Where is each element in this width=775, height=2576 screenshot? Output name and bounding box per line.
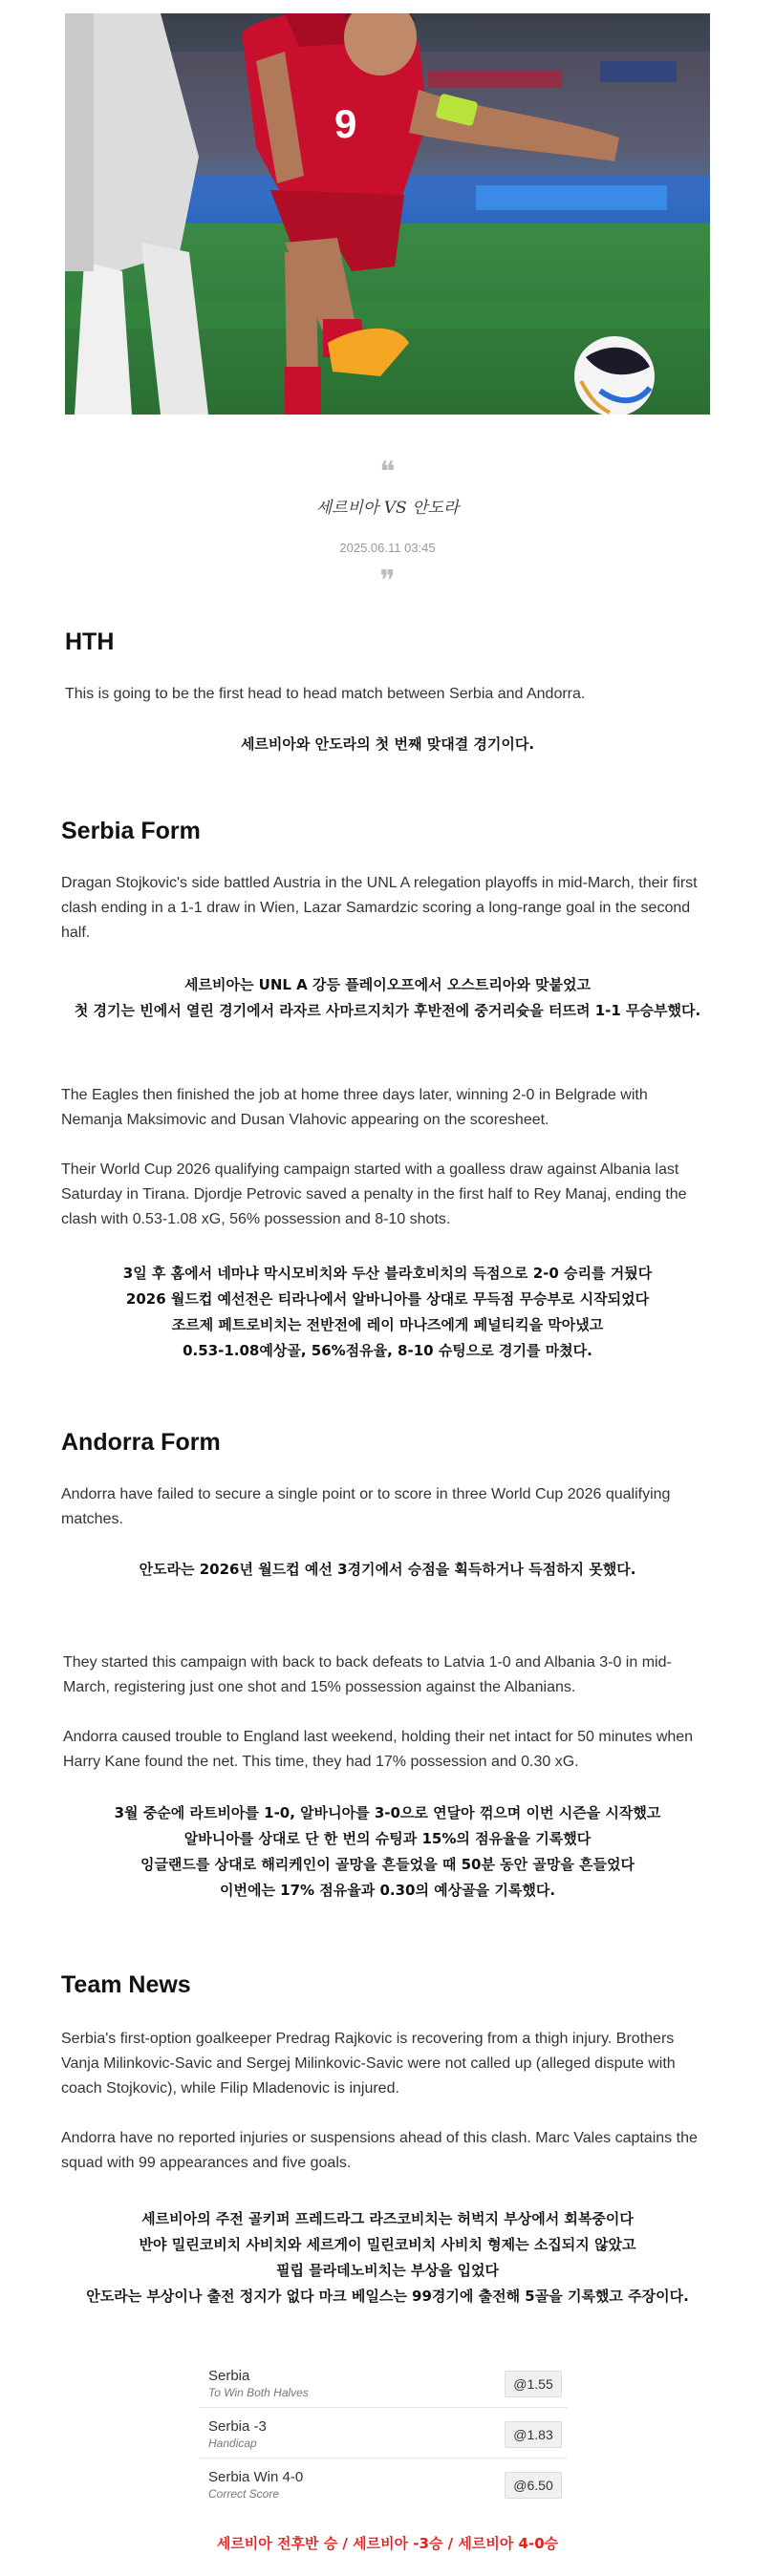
andorra-form-paragraph-1: Andorra have failed to secure a single point or to score in three World Cup 2026 qualifying matches. [61,1486,671,1527]
pick-summary: 세르비아 전후반 승 / 세르비아 -3승 / 세르비아 4-0승 [216,2535,559,2552]
hth-text: This is going to be the first head to head match between Serbia and Andorra. [65,686,586,702]
andorra-form-paragraph-2: They started this campaign with back to back defeats to Latvia 1-0 and Albania 3-0 in mid-March, registering just one shot and 15% possession against the Albanians. [63,1654,672,1695]
post-date: 2025.06.11 03:45 [339,541,436,555]
bet-name: Serbia [208,2368,250,2384]
korean-line: 조르제 페트로비치는 전반전에 레이 마나즈에게 페널티킥을 막아냈고 [171,1316,604,1333]
quote-open-icon: ❝ [379,456,396,489]
korean-line: 이번에는 17% 점유율과 0.30의 예상골을 기록했다. [219,1882,556,1899]
korean-line: 안도라는 2026년 월드컵 예선 3경기에서 승점을 획득하거나 득점하지 못했다. [139,1561,636,1578]
korean-line: 알바니아를 상대로 단 한 번의 슈팅과 15%의 점유율을 기록했다 [183,1830,592,1847]
korean-line: 잉글랜드를 상대로 해리케인이 골망을 흔들었을 때 50분 동안 골망을 흔들었다 [140,1856,635,1873]
serbia-form-paragraph-3: Their World Cup 2026 qualifying campaign started with a goalless draw against Albania last Saturday in Tirana. Djordje Petrovic saved a penalty in the first half to Rey Manaj, ending the clash with 0.53-1.08 xG, 56% possession and 8-10 shots. [61,1161,687,1227]
football-player-photo [65,13,710,415]
bet-type: Correct Score [208,2487,280,2501]
bet-row [199,2408,568,2459]
serbia-form-korean-1 [0,972,775,1024]
team-news-paragraph-2: Andorra have no reported injuries or suspensions ahead of this clash. Marc Vales captains the squad with 99 appearances and five goals. [61,2130,698,2171]
korean-line: 3일 후 홈에서 네마냐 막시모비치와 두산 블라호비치의 득점으로 2-0 승리를 거뒀다 [122,1265,653,1282]
betting-tips [199,2357,568,2508]
hero-image [65,13,710,415]
bet-name: Serbia -3 [208,2418,267,2435]
korean-line: 3월 중순에 라트비아를 1-0, 알바니아를 3-0으로 연달아 꺾으며 이번 시즌을 시작했고 [114,1804,661,1821]
team-news-korean [0,2206,775,2310]
serbia-form-paragraph-1: Dragan Stojkovic's side battled Austria in the UNL A relegation playoffs in mid-March, their first clash ending in a 1-1 draw in Wien, Lazar Samardzic scoring a long-range goal in the second half. [61,875,698,941]
quote-close-icon: ❞ [379,564,396,598]
page-title: 세르비아 VS 안도라 [315,499,460,518]
andorra-form-heading: Andorra Form [61,1429,221,1456]
team-news-heading: Team News [61,1971,191,1998]
bet-odds-button[interactable]: @1.83 [505,2421,562,2448]
korean-line: 필립 믈라데노비치는 부상을 입었다 [275,2262,500,2279]
jersey-number: 9 [334,101,357,146]
korean-line: 세르비아와 안도라의 첫 번째 맞대결 경기이다. [240,735,535,753]
serbia-form-heading: Serbia Form [61,818,201,844]
korean-line: 첫 경기는 빈에서 열린 경기에서 라자르 사마르지치가 후반전에 중거리슛을 터뜨려 1-1 무승부했다. [74,1002,701,1019]
korean-line: 2026 월드컵 예선전은 티라나에서 알바니아를 상대로 무득점 무승부로 시작되었다 [125,1290,650,1308]
korean-line: 안도라는 부상이나 출전 정지가 없다 마크 베일스는 99경기에 출전해 5골을 기록했고 주장이다. [86,2288,689,2305]
andorra-form-korean-2 [0,1800,775,1904]
serbia-form-paragraph-2: The Eagles then finished the job at home three days later, winning 2-0 in Belgrade with Nemanja Maksimovic and Dusan Vlahovic appearing on the scoresheet. [61,1087,648,1128]
bet-row [199,2459,568,2508]
bet-odds-button[interactable]: @1.55 [505,2371,562,2397]
hth-heading: HTH [65,628,115,655]
bet-row [199,2357,568,2408]
korean-line: 세르비아의 주전 골키퍼 프레드라그 라즈코비치는 허벅지 부상에서 회복중이다 [141,2210,634,2227]
serbia-form-korean-2 [0,1261,775,1364]
andorra-form-paragraph-3: Andorra caused trouble to England last weekend, holding their net intact for 50 minutes when Harry Kane found the net. This time, they had 17% possession and 0.30 xG. [63,1729,694,1770]
bet-odds-button[interactable]: @6.50 [505,2472,562,2499]
korean-line: 0.53-1.08예상골, 56%점유율, 8-10 슈팅으로 경기를 마쳤다. [183,1342,592,1359]
hth-korean [0,732,775,757]
bet-name: Serbia Win 4-0 [208,2469,304,2485]
korean-line: 반야 밀린코비치 사비치와 세르게이 밀린코비치 사비치 형제는 소집되지 않았고 [139,2236,636,2253]
andorra-form-korean-1 [0,1557,775,1583]
bet-type: Handicap [208,2437,257,2450]
korean-line: 세르비아는 UNL A 강등 플레이오프에서 오스트리아와 맞붙었고 [184,976,591,993]
team-news-paragraph-1: Serbia's first-option goalkeeper Predrag Rajkovic is recovering from a thigh injury. Brothers Vanja Milinkovic-Savic and Sergej Milinkovic-Savic were not called up (alleged dispute with coach Stojkovic), while Filip Mladenovic is injured. [61,2031,676,2097]
bet-type: To Win Both Halves [208,2386,309,2399]
